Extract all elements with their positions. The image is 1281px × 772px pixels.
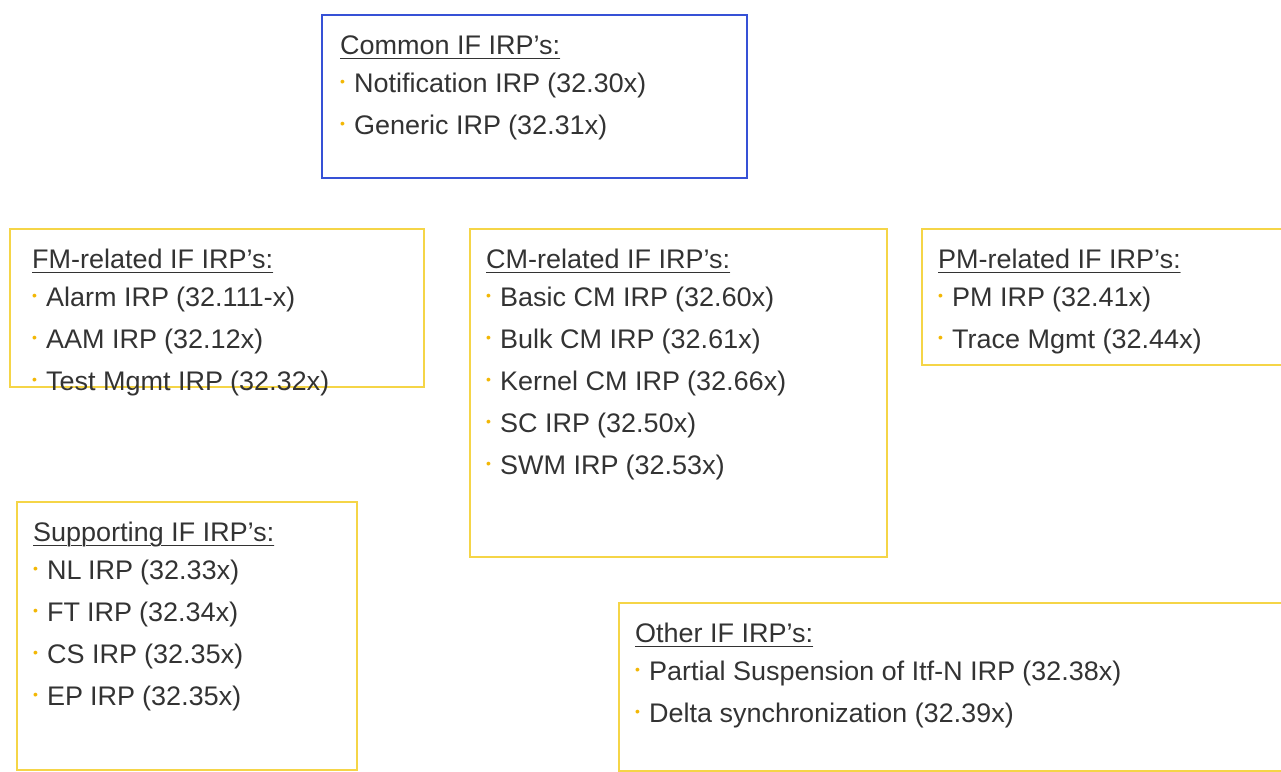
list-item — [486, 276, 886, 318]
list-item — [33, 633, 356, 675]
list-item-label: Partial Suspension of Itf-N IRP (32.38x) — [649, 656, 1122, 686]
bullet-icon: • — [33, 602, 38, 618]
list-item — [635, 692, 1281, 734]
list-item-label: Test Mgmt IRP (32.32x) — [46, 366, 330, 396]
list-item — [486, 318, 886, 360]
cm-irp-box — [469, 228, 888, 558]
list-item — [33, 591, 356, 633]
list-item — [340, 104, 746, 146]
common-irp-box — [321, 14, 748, 179]
list-item — [486, 360, 886, 402]
bullet-icon: • — [938, 329, 943, 345]
fm-irp-box — [9, 228, 425, 396]
pm-irp-list — [923, 276, 1281, 360]
pm-irp-box — [921, 228, 1281, 366]
fm-irp-title: FM-related IF IRP’s: — [32, 244, 274, 274]
common-irp-title: Common IF IRP’s: — [340, 30, 561, 60]
list-item-label: SWM IRP (32.53x) — [500, 450, 725, 480]
list-item-label: NL IRP (32.33x) — [47, 555, 240, 585]
list-item-label: Delta synchronization (32.39x) — [649, 698, 1014, 728]
other-irp-title: Other IF IRP’s: — [635, 618, 814, 648]
bullet-icon: • — [486, 455, 491, 471]
pm-irp-title: PM-related IF IRP’s: — [938, 244, 1181, 274]
common-irp-list — [323, 62, 746, 146]
list-item-label: Notification IRP (32.30x) — [354, 68, 647, 98]
list-item-label: AAM IRP (32.12x) — [46, 324, 264, 354]
cm-irp-title: CM-related IF IRP’s: — [486, 244, 731, 274]
list-item — [635, 650, 1281, 692]
list-item-label: Generic IRP (32.31x) — [354, 110, 608, 140]
bullet-icon: • — [486, 329, 491, 345]
bullet-icon: • — [32, 371, 37, 387]
list-item-label: Alarm IRP (32.111-x) — [46, 282, 296, 312]
supporting-irp-title: Supporting IF IRP’s: — [33, 517, 275, 547]
list-item-label: Kernel CM IRP (32.66x) — [500, 366, 787, 396]
fm-irp-list — [11, 276, 423, 402]
cm-irp-list — [471, 276, 886, 486]
list-item — [32, 360, 423, 402]
list-item-label: FT IRP (32.34x) — [47, 597, 239, 627]
list-item — [33, 549, 356, 591]
bullet-icon: • — [486, 287, 491, 303]
list-item — [33, 675, 356, 717]
list-item-label: PM IRP (32.41x) — [952, 282, 1152, 312]
list-item — [486, 402, 886, 444]
bullet-icon: • — [33, 560, 38, 576]
list-item-label: Trace Mgmt (32.44x) — [952, 324, 1202, 354]
list-item-label: CS IRP (32.35x) — [47, 639, 244, 669]
list-item — [340, 62, 746, 104]
list-item-label: EP IRP (32.35x) — [47, 681, 242, 711]
list-item — [32, 276, 423, 318]
other-irp-list — [620, 650, 1281, 734]
bullet-icon: • — [486, 371, 491, 387]
bullet-icon: • — [340, 115, 345, 131]
list-item-label: Bulk CM IRP (32.61x) — [500, 324, 761, 354]
bullet-icon: • — [32, 287, 37, 303]
list-item-label: SC IRP (32.50x) — [500, 408, 697, 438]
bullet-icon: • — [938, 287, 943, 303]
other-irp-box — [618, 602, 1281, 772]
bullet-icon: • — [33, 686, 38, 702]
bullet-icon: • — [32, 329, 37, 345]
bullet-icon: • — [635, 703, 640, 719]
list-item — [938, 318, 1281, 360]
bullet-icon: • — [635, 661, 640, 677]
supporting-irp-list — [18, 549, 356, 717]
supporting-irp-box — [16, 501, 358, 771]
list-item — [486, 444, 886, 486]
list-item — [32, 318, 423, 360]
bullet-icon: • — [340, 73, 345, 89]
bullet-icon: • — [486, 413, 491, 429]
list-item — [938, 276, 1281, 318]
bullet-icon: • — [33, 644, 38, 660]
list-item-label: Basic CM IRP (32.60x) — [500, 282, 775, 312]
